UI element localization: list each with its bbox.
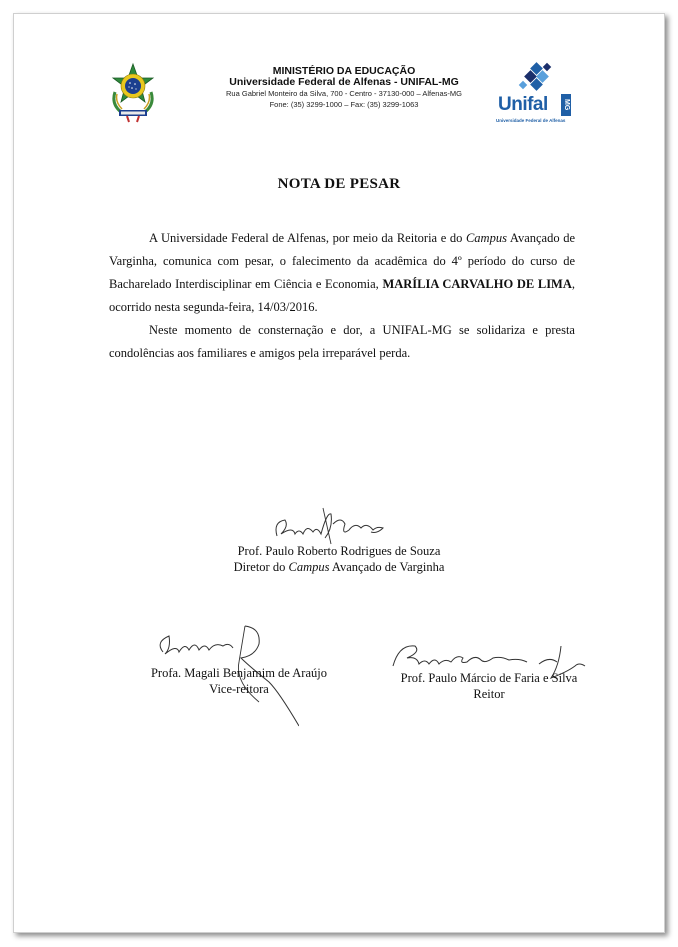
- rector-role: Reitor: [473, 687, 505, 701]
- rector-name: Prof. Paulo Márcio de Faria e Silva: [400, 671, 578, 685]
- address-line: Rua Gabriel Monteiro da Silva, 700 - Centro - 37130-000 – Alfenas-MG: [226, 89, 462, 98]
- brazil-coat-of-arms-icon: [107, 62, 159, 124]
- director-role: [189, 559, 489, 575]
- letterhead: [194, 66, 494, 110]
- document-title: NOTA DE PESAR: [277, 176, 401, 192]
- ministry-heading: MINISTÉRIO DA EDUCAÇÃO: [272, 65, 416, 77]
- unifal-logo: [496, 60, 588, 132]
- deceased-name: MARÍLIA CARVALHO DE LIMA: [382, 277, 572, 291]
- university-heading: Universidade Federal de Alfenas - UNIFAL-MG: [229, 76, 459, 88]
- unifal-mg-badge: MG: [563, 99, 570, 111]
- paragraph-2: Neste momento de consternação e dor, a UNIFAL-MG se solidariza e presta condolências aos familiares e amigos pela irreparável perda.: [109, 323, 575, 360]
- director-name: Prof. Paulo Roberto Rodrigues de Souza: [237, 544, 441, 558]
- document-body: [109, 227, 575, 365]
- p1-text-b: Avançado de Varginha, comunica com pesar, o falecimento da acadêmica do 4º período do curso de Bacharelado Interdisciplinar em Ciência e Economia,: [109, 231, 575, 291]
- unifal-subtitle: Universidade Federal de Alfenas: [496, 118, 566, 123]
- p1-text-a: A Universidade Federal de Alfenas, por meio da Reitoria e do: [149, 231, 466, 245]
- vice-rector-name: Profa. Magali Benjamim de Araújo: [150, 666, 327, 680]
- director-signature-block: [189, 543, 489, 575]
- vice-rector-signature-block: [114, 665, 364, 697]
- director-role-campus: Campus: [288, 560, 330, 574]
- rector-signature-block: [369, 670, 609, 702]
- document-page: [13, 13, 665, 933]
- vice-rector-role: Vice-reitora: [209, 682, 269, 696]
- phone-line: Fone: (35) 3299-1000 – Fax: (35) 3299-1063: [269, 100, 419, 109]
- director-role-b: Avançado de Varginha: [329, 560, 445, 574]
- unifal-wordmark: Unifal: [498, 94, 548, 115]
- director-role-a: Diretor do: [233, 560, 289, 574]
- paragraph-1: [109, 227, 575, 319]
- p1-text-c: , ocorrido nesta segunda-feira, 14/03/2016.: [109, 277, 576, 314]
- p1-campus-italic: Campus: [465, 231, 507, 245]
